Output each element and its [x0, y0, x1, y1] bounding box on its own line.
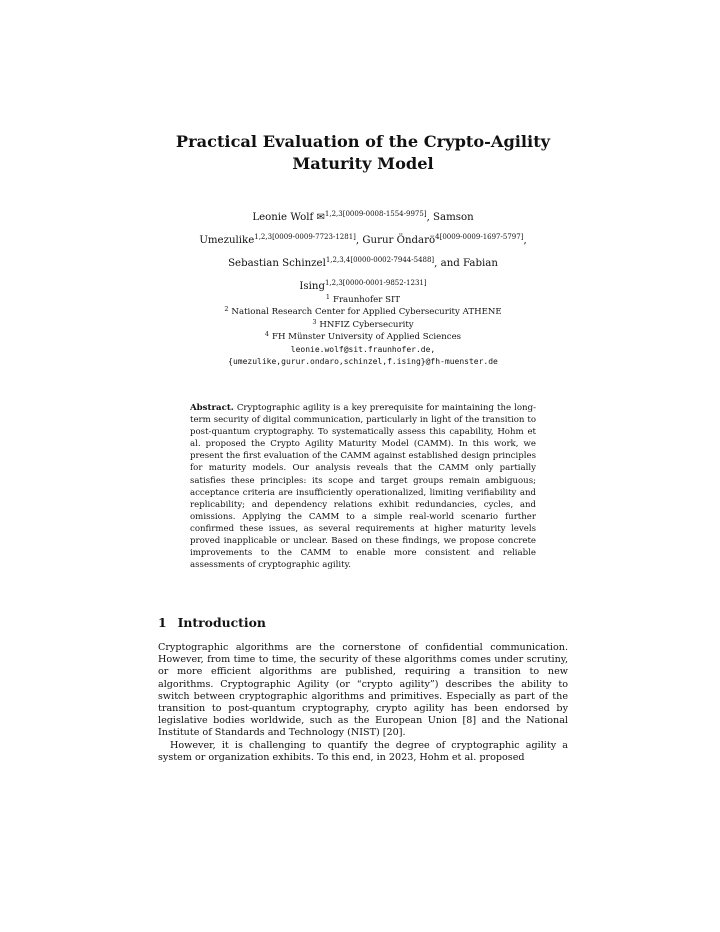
affiliation-2: $^2$ National Research Center for Applied Cybersecurity ATHENE	[224, 305, 502, 318]
author-name: Leonie Wolf	[252, 212, 314, 223]
abstract	[190, 402, 536, 571]
author-orcid: [0000-0002-7944-5488]	[350, 256, 435, 264]
section-heading	[158, 615, 266, 630]
author-affil-sup: 1,2,3,4	[325, 256, 351, 264]
author-name: Umezulike	[199, 235, 255, 246]
paragraph-1: Cryptographic algorithms are the cornerstone of confidential communication. However, from time to time, the security of these algorithms comes under scrutiny, or more efficient algorithms are published, requiring a transition to new algorithms. Cryptographic Agility (or “crypto agility”) describes the ability to switch between cryptographic algorithms and primitives. Especially as part of the transition to post-quantum cryptography, crypto agility has been endorsed by legislative bodies worldwide, such as the European Union [8] and the National Institute of Standards and Technology (NIST) [20].	[158, 642, 568, 739]
author-orcid: [0009-0009-7723-1281]	[272, 233, 356, 241]
author-and: , and Fabian	[434, 258, 498, 269]
title-line-1: Practical Evaluation of the Crypto-Agility	[175, 132, 551, 151]
author-line-3	[148, 252, 578, 275]
author-affil-sup: 1,2,3	[324, 210, 343, 218]
author-line-2: Umezulike$^{1,2,3[0009-0009-7723-1281]}$, Gurur Öndarö$^{4[0009-0009-1697-5797]}$,	[199, 233, 527, 246]
author-affil-sup: 1,2,3	[254, 233, 273, 241]
body-text	[158, 642, 568, 764]
affiliation-1: $^1$ Fraunhofer SIT	[325, 293, 401, 305]
author-affil-sup: 1,2,3	[324, 279, 343, 287]
section-title: Introduction	[177, 615, 266, 630]
author-line-1: Leonie Wolf ✉$^{1,2,3[0009-0008-1554-9975]}$, Samson	[252, 210, 474, 223]
email-line-1: leonie.wolf@sit.fraunhofer.de,	[290, 344, 436, 354]
author-name: Gurur Öndarö	[362, 235, 436, 246]
affiliation-3: $^3$ HNFIZ Cybersecurity	[312, 317, 414, 330]
email-line-2: {umezulike,gurur.ondaro,schinzel,f.ising}@fh-muenster.de	[228, 357, 498, 367]
author-affil-sup: 4	[435, 233, 440, 241]
affiliations	[158, 294, 568, 368]
paragraph-2: However, it is challenging to quantify the degree of cryptographic agility a system or organization exhibits. To this end, in 2023, Hohm et al. proposed	[158, 739, 568, 763]
author-orcid: [0009-0009-1697-5797]	[439, 233, 524, 241]
author-list	[148, 206, 578, 298]
paper-title	[158, 131, 568, 175]
abstract-text: Cryptographic agility is a key prerequisite for maintaining the long-term security of digital communication, particularly in light of the transition to post-quantum cryptography. To systematically assess this capability, Hohm et al. proposed the Crypto Agility Maturity Model (CAMM). In this work, we present the first evaluation of the CAMM against established design principles for maturity models. Our analysis reveals that the CAMM only partially satisfies these principles: its scope and target groups remain ambiguous; acceptance criteria are insufficiently operationalized, limiting verifiability and replicability; and dependency relations exhibit redundancies, cycles, and omissions. Applying the CAMM to a simple real-world scenario further confirmed these issues, as several requirements at higher maturity levels proved inapplicable or unclear. Based on these findings, we propose concrete improvements to the CAMM to enable more consistent and reliable assessments of cryptographic agility.	[190, 403, 537, 571]
affiliation-4: $^4$ FH Münster University of Applied Sciences	[264, 330, 462, 343]
section-number: 1	[158, 615, 167, 630]
author-name: Ising	[299, 281, 325, 292]
author-name: Samson	[433, 212, 474, 223]
author-name: Sebastian Schinzel	[228, 258, 326, 269]
abstract-label: Abstract.	[190, 403, 234, 413]
author-orcid: [0009-0008-1554-9975]	[342, 210, 427, 218]
envelope-icon: ✉	[316, 212, 325, 223]
title-line-2: Maturity Model	[292, 154, 434, 173]
author-orcid: [0000-0001-9852-1231]	[342, 279, 427, 287]
